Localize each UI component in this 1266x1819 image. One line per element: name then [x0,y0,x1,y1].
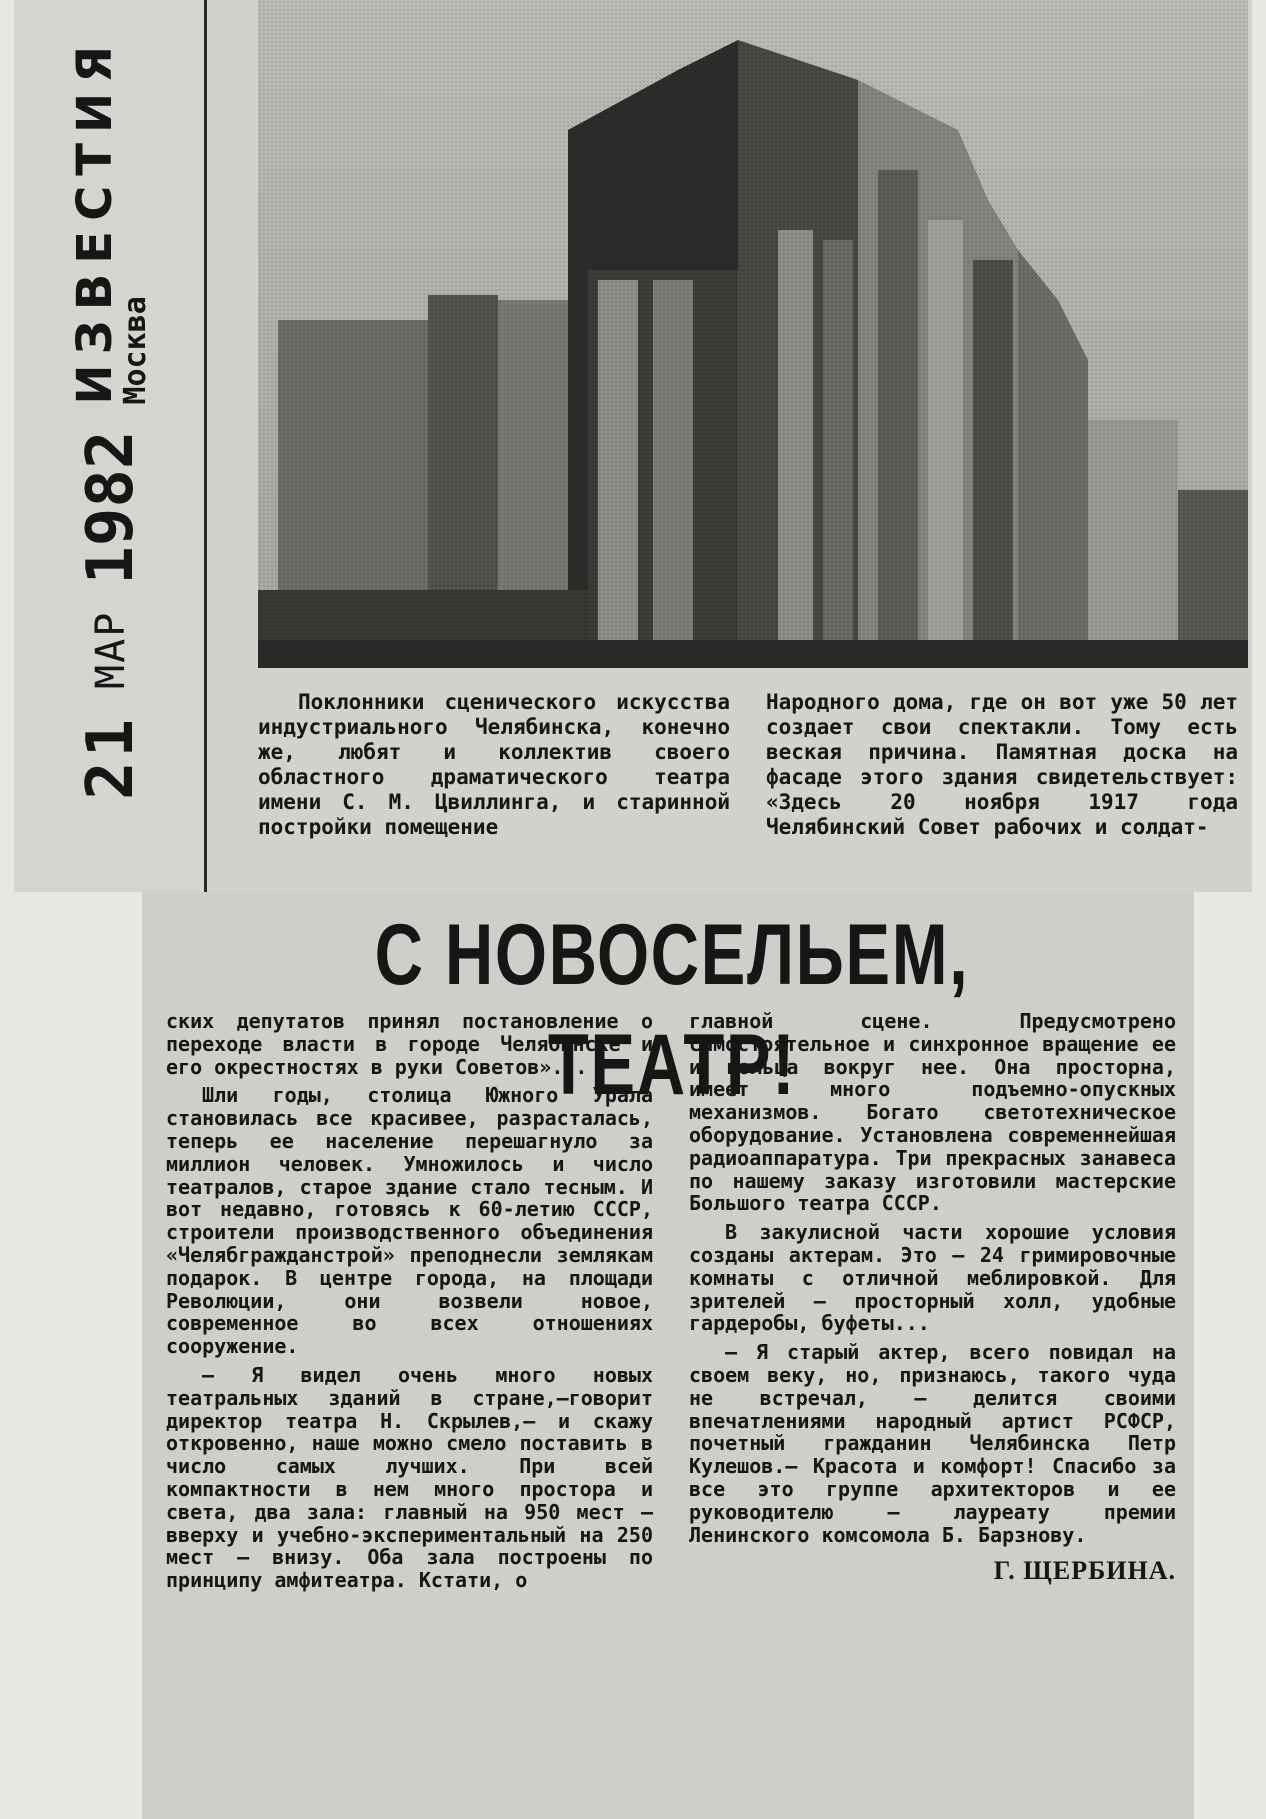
paragraph: ских депутатов принял постановление о переходе власти в городе Челябинске и его окрестностях в руки Советов»... [166,1009,653,1079]
author-signature: Г. ЩЕРБИНА. [993,1556,1176,1586]
caption-left: Поклонники сценического искусства индустриального Челябинска, конечно же, любят и коллектив своего областного драматического театра имени С. М. Цвиллинга, и старинной постройки помещение [258,690,730,839]
article-headline: С НОВОСЕЛЬЕМ, ТЕАТР! [374,907,970,1113]
paragraph: В закулисной части хорошие условия созданы актерам. Это — 24 гримировочные комнаты с отличной меблировкой. Для зрителей — просторный холл, удобные гардеробы, буфеты... [689,1220,1176,1336]
stamp-month: МАР [88,610,134,689]
caption-right: Народного дома, где он вот уже 50 лет создает свои спектакли. Тому есть веская причина. Памятная доска на фасаде этого здания свидетельствует: «Здесь 20 ноября 1917 года Челябинский Совет рабочих и солдат- [766,690,1238,839]
paragraph: — Я видел очень много новых театральных зданий в стране,—говорит директор театра Н. Скрылев,— и скажу откровенно, наше можно смело поставить в число самых лучших. При всей компактности в нем много простора и света, два зала: главный на 950 мест — вверху и учебно-экспериментальный на 250 мест — внизу. Оба зала построены по принципу амфитеатра. Кстати, о [166,1362,653,1593]
article-column-left [166,1010,653,1810]
paragraph: — Я старый актер, всего повидал на своем веку, но, признаюсь, такого чуда не встречал, — делится своими впечатлениями народный артист РСФСР, почетный гражданин Челябинска Петр Кулешов.— Красота и комфорт! Спасибо за все это группе архитекторов и ее руководителю — лауреату премии Ленинского комсомола Б. Барзнову. [689,1340,1176,1547]
theatre-building-photo [258,0,1248,668]
stamp-city: Москва [118,296,154,405]
building-photo-image [258,0,1248,668]
photo-caption [258,690,1238,870]
stamp-day: 21 [74,714,148,800]
article-column-right [689,1010,1176,1810]
stamp-source [67,35,154,405]
stamp-newspaper: ИЗВЕСТИЯ [67,35,124,405]
stamp-year: 1982 [74,430,148,585]
paragraph: главной сцене. Предусмотрено самостоятельное и синхронное вращение ее и кольца вокруг нее. Она просторна, имеет много подъемно-опускных механизмов. Богато светотехническое оборудование. Установлена современнейшая радиоаппаратура. Три прекрасных занавеса по нашему заказу изготовили мастерские Большого театра СССР. [689,1009,1176,1216]
stamp-text [36,0,186,800]
paragraph: Шли годы, столица Южного Урала становилась все красивее, разрасталась, теперь ее население перешагнуло за миллион человек. Умножилось и число театралов, старое здание стало тесным. И вот недавно, готовясь к 60-летию СССР, строители производственного объединения «Челябгражданстрой» преподнесли землякам подарок. В центре города, на площади Революции, они возвели новое, современное во всех отношениях сооружение. [166,1083,653,1359]
article-body [166,1010,1176,1810]
date-stamp [14,0,207,892]
